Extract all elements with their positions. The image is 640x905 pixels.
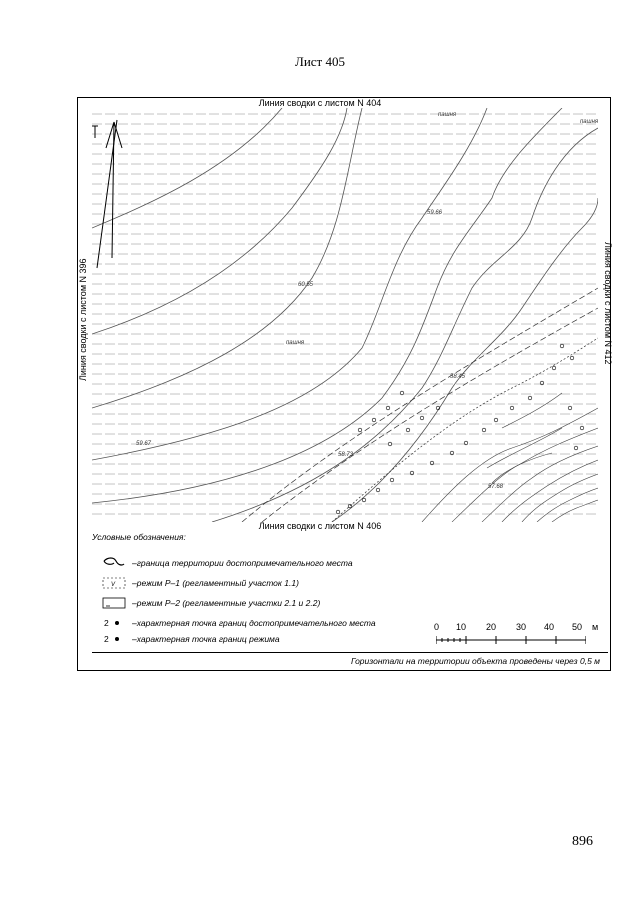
- land-label: пашня: [438, 112, 457, 118]
- point-icon: [115, 637, 119, 641]
- elevation-label: 60.55: [298, 282, 314, 288]
- topographic-map: [92, 108, 598, 522]
- boundary-point: [464, 441, 468, 445]
- boundary-point: [420, 416, 424, 420]
- boundary-point: [540, 381, 544, 385]
- map-annotations: [136, 112, 598, 490]
- svg-text:V: V: [111, 582, 116, 588]
- boundary-point: [482, 428, 486, 432]
- boundary-point: [376, 488, 380, 492]
- boundary-point: [580, 426, 584, 430]
- map-top-label: Линия сводки с листом N 404: [258, 98, 382, 108]
- boundary-point: [362, 498, 366, 502]
- elevation-label: 57.68: [488, 484, 504, 490]
- boundary-point: [560, 344, 564, 348]
- regime-p1-icon: [102, 576, 126, 590]
- page-number: 896: [572, 834, 593, 849]
- land-label: пашня: [286, 340, 305, 346]
- point-icon: [115, 621, 119, 625]
- legend-title: Условные обозначения:: [92, 532, 186, 542]
- boundary-icon: [102, 556, 126, 570]
- boundary-point: [528, 396, 532, 400]
- boundary-point: [358, 428, 362, 432]
- boundary-point: [390, 478, 394, 482]
- legend-item: V –режим Р–1 (регламентный участок 1.1): [92, 576, 422, 590]
- boundary-point: [430, 461, 434, 465]
- boundary-point: [372, 418, 376, 422]
- elevation-label: 58.73: [338, 452, 354, 458]
- map-bottom-label: Линия сводки с листом N 406: [258, 521, 382, 531]
- boundary-point: [406, 428, 410, 432]
- boundary-point: [510, 406, 514, 410]
- boundary-point: [568, 406, 572, 410]
- boundary-point: [570, 356, 574, 360]
- boundary-point: [410, 471, 414, 475]
- legend-item: –режим Р–2 (регламентные участки 2.1 и 2.2): [92, 596, 422, 610]
- boundary-point: [386, 406, 390, 410]
- land-label: пашня: [580, 119, 598, 125]
- boundary-point: [400, 391, 404, 395]
- map-right-label: Линия сводки с листом N 412: [603, 242, 613, 365]
- boundary-point: [574, 446, 578, 450]
- boundary-point: [450, 451, 454, 455]
- contour-lines: [92, 108, 598, 522]
- contour-note: Горизонтали на территории объекта проведены через 0,5 м: [350, 656, 600, 666]
- boundary-point: [336, 510, 340, 514]
- elevation-label: 59.66: [427, 210, 443, 216]
- legend-item: 2 –характерная точка границ достопримечательного места: [104, 618, 376, 628]
- slope-contours: [422, 393, 598, 522]
- map-left-label: Линия сводки с листом N 396: [78, 258, 88, 381]
- elevation-label: 59.67: [136, 441, 152, 447]
- boundary-point: [348, 504, 352, 508]
- legend-item: –граница территории достопримечательного места: [92, 556, 422, 570]
- sheet-title: Лист 405: [295, 54, 345, 69]
- regime-p2-icon: [102, 596, 126, 610]
- scale-ruler: [436, 636, 586, 646]
- divider: [92, 652, 608, 653]
- elevation-label: 58.45: [450, 374, 466, 380]
- boundary-point: [494, 418, 498, 422]
- boundary-point: [552, 366, 556, 370]
- legend-item: 2 –характерная точка границ режима: [104, 634, 280, 644]
